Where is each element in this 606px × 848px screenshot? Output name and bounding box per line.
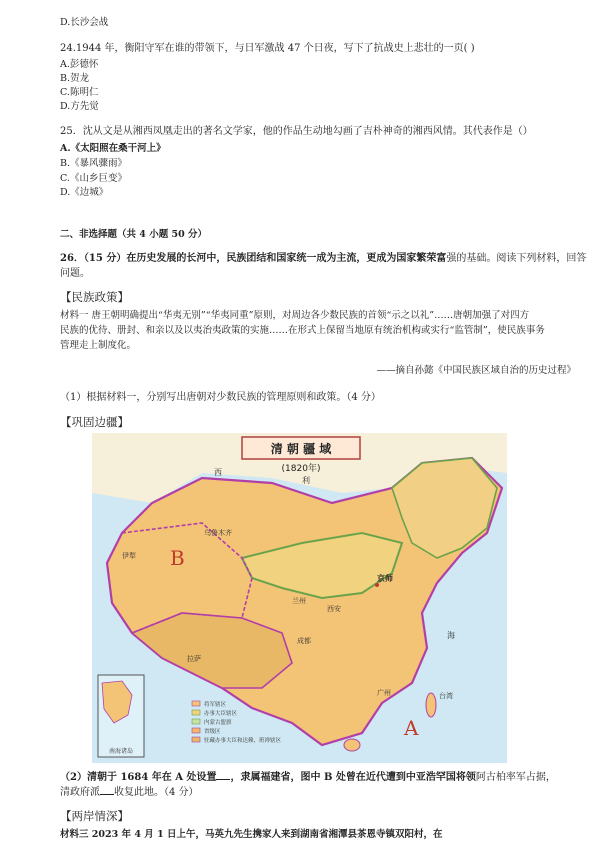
sub-question-2-line2: [60, 784, 199, 799]
map-label-lasa: 拉萨: [187, 655, 201, 663]
legend-swatch-4: [192, 728, 200, 733]
q25-option-d: D.《边城》: [60, 187, 109, 198]
legend-label-1: 将军辖区: [204, 702, 227, 708]
map-marker-a: A: [404, 716, 419, 740]
map-hainan-island: [344, 739, 360, 751]
map-label-wlmq: 乌鲁木齐: [204, 529, 232, 537]
q24-stem: 24.1944 年，衡阳守军在谁的带领下，与日军激战 47 个日夜，写下了抗战史上悲壮的一页( ): [60, 43, 475, 54]
section-2-title: 二、非选择题（共 4 小题 50 分）: [60, 229, 208, 240]
legend-swatch-2: [192, 710, 200, 715]
map-capital-dot: [375, 583, 379, 587]
map-label-li: 利: [302, 476, 310, 485]
q24-option-c: C.陈明仁: [60, 87, 99, 98]
q26-stem-line2: 问题。: [60, 268, 90, 279]
map-inset-label: 南海诸岛: [108, 748, 134, 755]
q26-stem-bold: 26．（15 分）在历史发展的长河中，民族团结和国家统一成为主流，更成为国家繁荣富: [60, 253, 447, 264]
map-label-xi: 西: [214, 468, 222, 477]
material2-heading: 【巩固边疆】: [60, 415, 129, 429]
material1-line3: 管理走上制度化。: [60, 340, 137, 351]
q26-stem: [60, 252, 586, 265]
q26-stem-rest: 强的基础。阅读下列材料，回答: [446, 253, 587, 264]
map-title: 清 朝 疆 域: [270, 442, 332, 456]
map-label-guangzhou: 广州: [377, 689, 391, 697]
legend-label-2: 办事大臣辖区: [204, 711, 238, 717]
legend-label-5: 驻藏办事大臣和达赖、班禅辖区: [204, 738, 282, 744]
sub-question-2-line1: [60, 769, 556, 784]
legend-label-3: 内蒙古盟旗: [204, 720, 232, 726]
q24-option-b: B.贺龙: [60, 73, 90, 84]
legend-label-4: 省级区: [204, 729, 221, 735]
map-label-chengdu: 成都: [297, 637, 311, 645]
map-label-lanzhou: 兰州: [292, 597, 306, 605]
map-label-yili: 伊犁: [122, 552, 136, 560]
material1-heading: 【民族政策】: [60, 290, 129, 304]
qing-territory-map: [92, 433, 507, 763]
legend-swatch-3: [192, 719, 200, 724]
q25-option-a: A.《太阳照在桑干河上》: [60, 143, 166, 154]
sub2-bold2: ，隶属福建省，图中 B 处曾在近代遭到中亚浩罕国将领: [230, 772, 476, 783]
legend-swatch-1: [192, 701, 200, 706]
legend-swatch-5: [192, 737, 200, 742]
q25-option-c: C.《山乡巨变》: [60, 173, 127, 184]
prev-option-d: D.长沙会战: [60, 17, 109, 28]
q25-stem: 25．沈从文是从湘西凤凰走出的著名文学家，他的作品生动地勾画了吉朴神奇的湘西风情。其代表作是（）: [60, 126, 533, 137]
map-marker-b: B: [170, 546, 185, 570]
q25-option-b: B.《暴风骤雨》: [60, 158, 128, 169]
sub2-line2: 清政府派: [60, 787, 100, 798]
map-label-taiwan: 台湾: [439, 692, 453, 700]
material3-line: 材料三 2023 年 4 月 1 日上午，马英九先生携家人来到湖南省湘潭县茶恩寺镇双阳村，在: [60, 829, 443, 840]
sub2-blank-1[interactable]: [216, 769, 230, 780]
map-year: (1820年): [281, 464, 321, 474]
map-label-xian: 西安: [327, 605, 341, 613]
sub2-blank-2[interactable]: [100, 784, 114, 795]
material3-heading: 【两岸情深】: [60, 809, 129, 823]
sub2-bold1: （2）清朝于 1684 年在 A 处设置: [60, 772, 217, 783]
q24-option-a: A.彭德怀: [60, 59, 99, 70]
sub2-line2-rest: 收复此地。（4 分）: [114, 787, 199, 798]
sub2-rest: 阿古柏率军占据，: [475, 772, 556, 783]
material1-line1: 材料一 唐王朝明确提出“华夷无别”“华夷同重”原则，对周边各少数民族的首领“示之以礼”……唐朝加强了对四方: [60, 310, 530, 321]
material1-line2: 民族的优待、册封、和亲以及以夷治夷政策的实施……在形式上保留当地原有统治机构或实行“监管制”，使民族事务: [60, 325, 545, 336]
material1-source: ——摘自孙懿《中国民族区域自治的历史过程》: [376, 365, 576, 376]
map-label-jingshi: 京师: [377, 574, 393, 583]
sub-question-1: （1）根据材料一，分别写出唐朝对少数民族的管理原则和政策。（4 分）: [60, 392, 381, 403]
map-taiwan-island: [426, 693, 436, 717]
map-label-hai: 海: [447, 631, 455, 640]
q24-option-d: D.方先觉: [60, 101, 99, 112]
